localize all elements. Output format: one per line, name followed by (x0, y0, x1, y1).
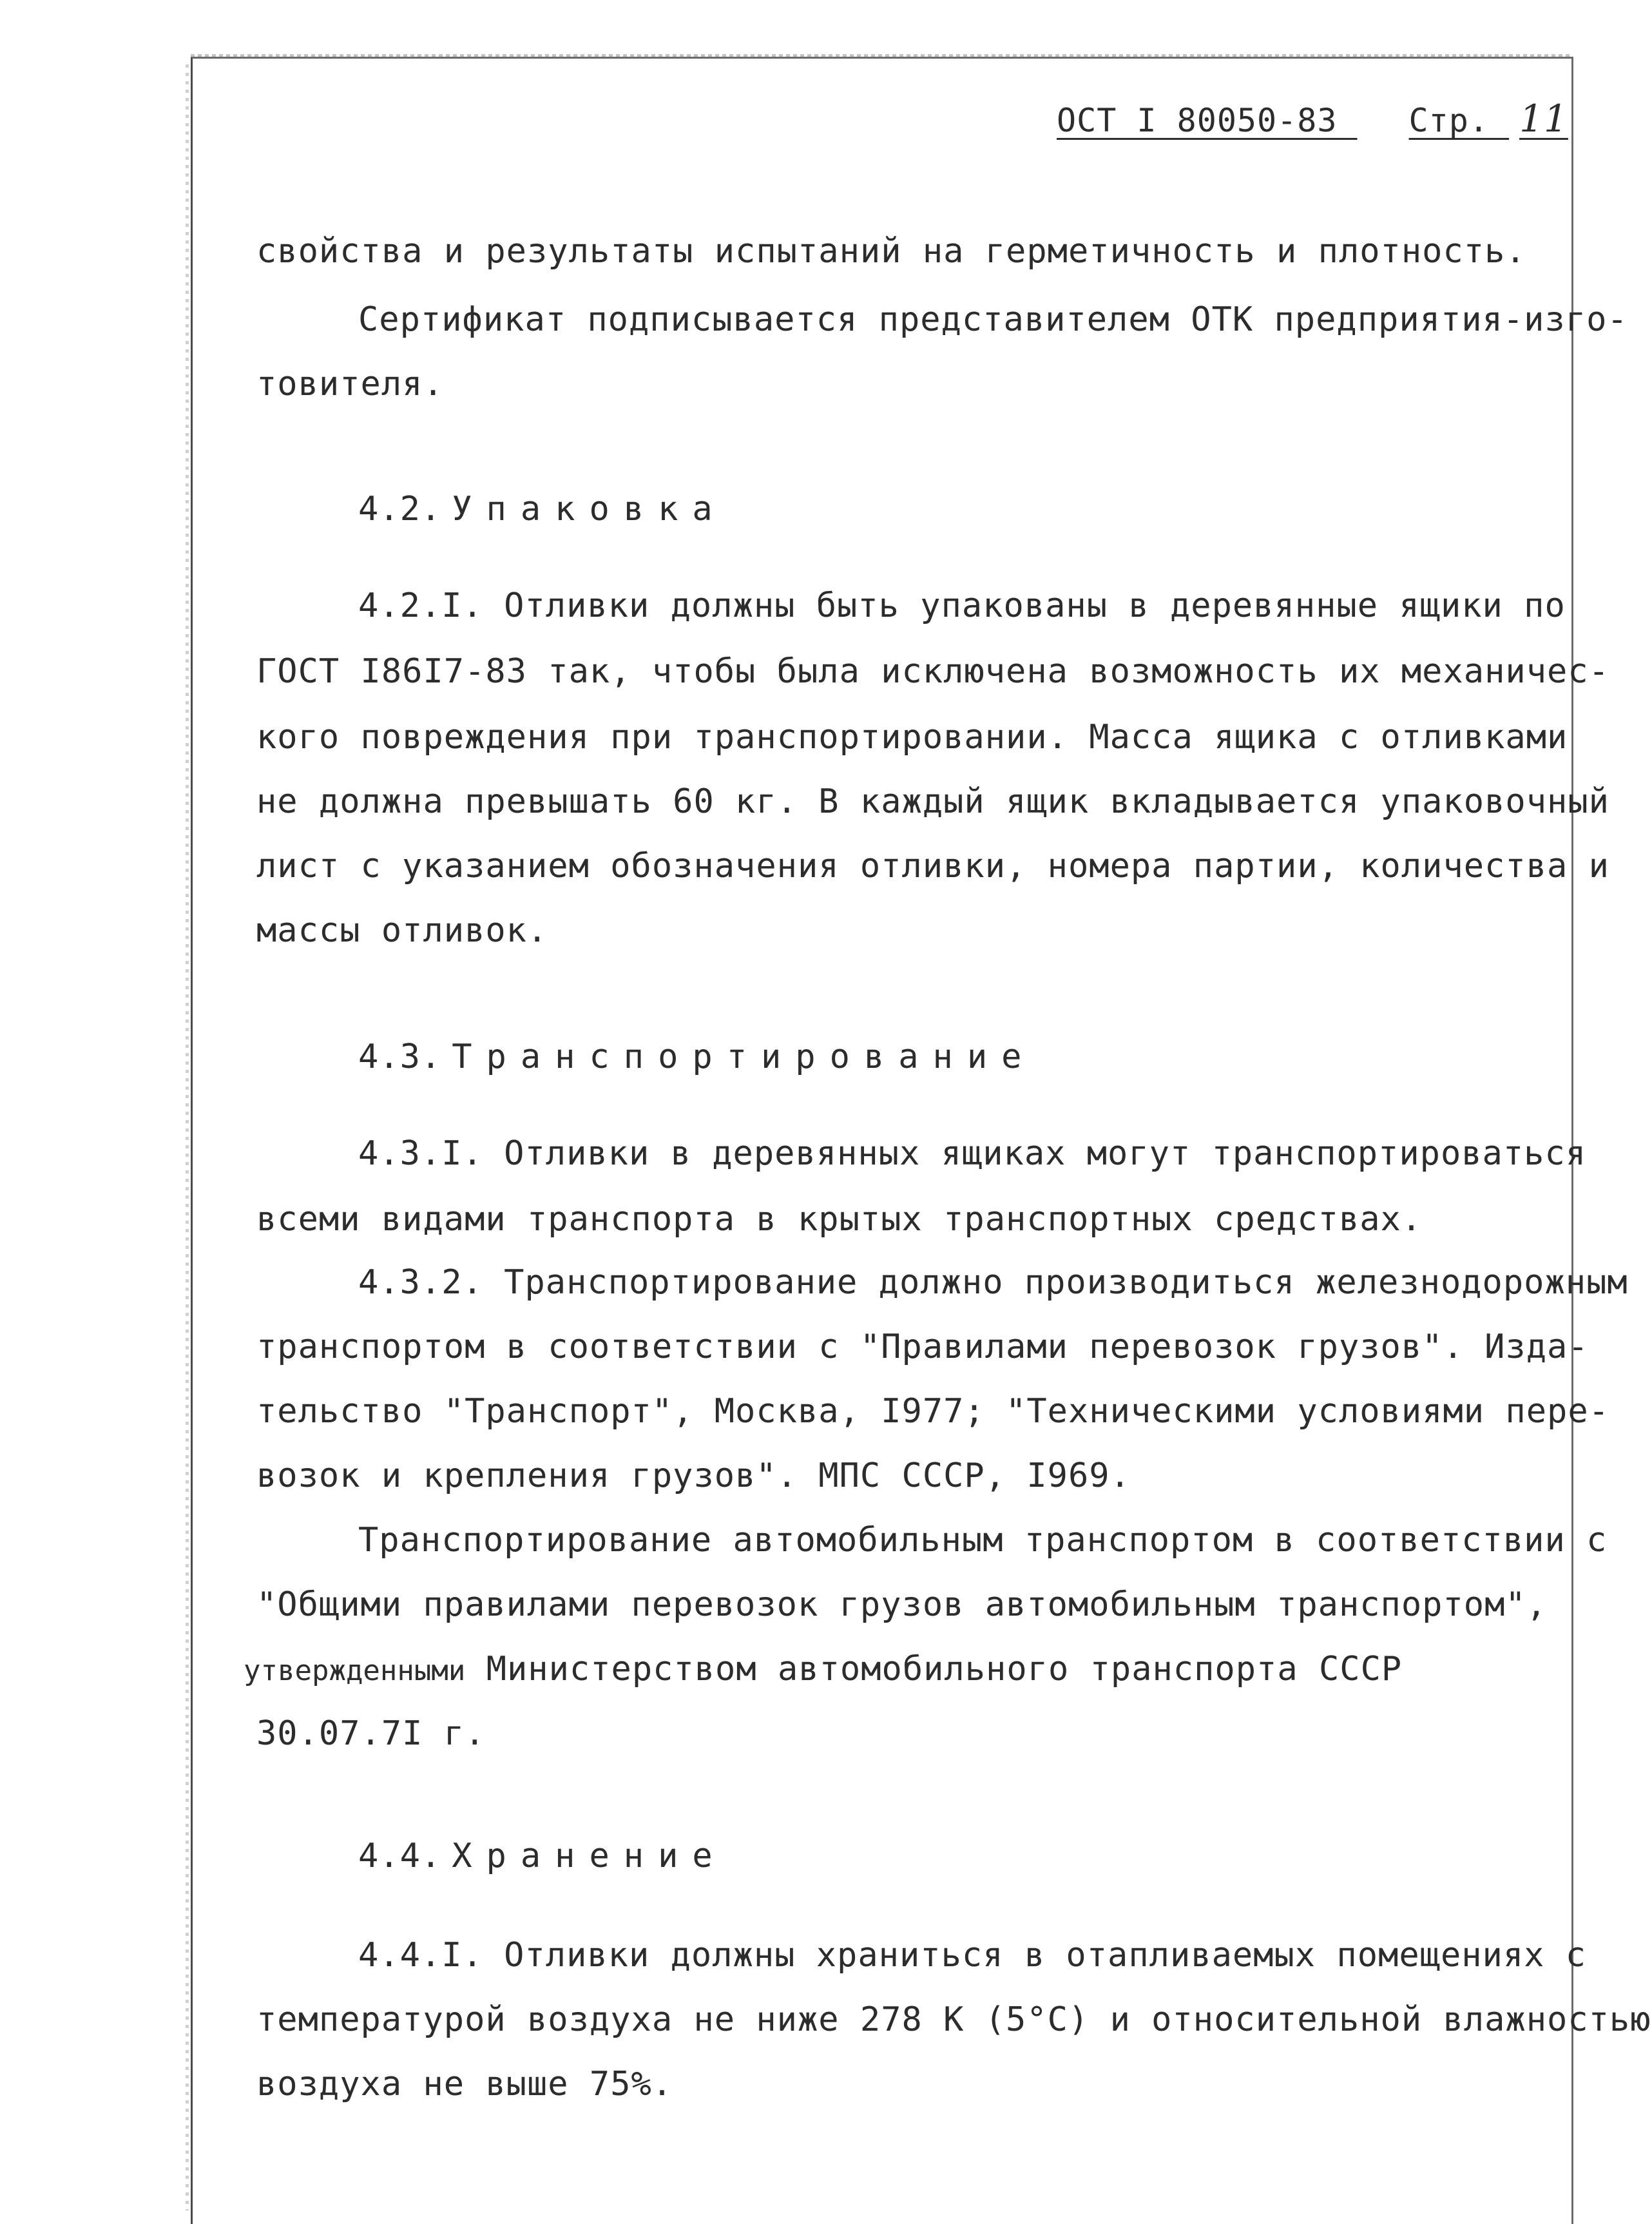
text-line: лист с указанием обозначения отливки, номера партии, количества и (256, 847, 1609, 885)
text-line: транспортом в соответствии с "Правилами перевозок грузов". Изда- (256, 1328, 1589, 1366)
section-number: 4.2. (358, 490, 442, 528)
text-line: кого повреждения при транспортировании. Масса ящика с отливками (256, 718, 1568, 757)
text-line: "Общими правилами перевозок грузов автомобильным транспортом", (256, 1585, 1548, 1624)
text-line: Сертификат подписывается представителем ОТК предприятия-изго- (358, 300, 1628, 339)
text-line: не должна превышать 60 кг. В каждый ящик вкладывается упаковочный (256, 782, 1609, 821)
text-line (244, 1650, 1402, 1688)
section-title: Транспортирование (452, 1038, 1036, 1076)
text-line: 4.3.I. Отливки в деревянных ящиках могут транспортироваться (358, 1134, 1587, 1173)
text-line: 4.2.I. Отливки должны быть упакованы в деревянные ящики по (358, 586, 1566, 625)
text-line: свойства и результаты испытаний на герметичность и плотность. (256, 232, 1526, 271)
text-line: Транспортирование автомобильным транспортом в соответствии с (358, 1521, 1608, 1560)
section-heading-4-3 (358, 1038, 1035, 1076)
text-line: ГОСТ I86I7-83 так, чтобы была исключена возможность их механичес- (256, 652, 1609, 691)
text-line: 4.3.2. Транспортирование должно производиться железнодорожным (358, 1263, 1628, 1302)
section-title: Хранение (452, 1837, 727, 1875)
page-number: 11 (1519, 97, 1568, 140)
text-line: массы отливок. (256, 911, 548, 950)
section-heading-4-4 (358, 1837, 727, 1875)
section-number: 4.4. (358, 1837, 442, 1875)
text-line: товителя. (256, 365, 444, 403)
section-title: Упаковка (452, 490, 727, 528)
text-line: температурой воздуха не ниже 278 К (5°С) и относительной влажностью (256, 2000, 1651, 2039)
text-line: 30.07.7I г. (256, 1714, 486, 1753)
inserted-word: утвержденными (244, 1654, 466, 1687)
text-line: воздуха не выше 75%. (256, 2065, 673, 2103)
page-header (1057, 97, 1568, 140)
document-code: ОСТ I 80050-83 (1057, 102, 1338, 139)
section-number: 4.3. (358, 1038, 442, 1076)
text-line: 4.4.I. Отливки должны храниться в отапливаемых помещениях с (358, 1936, 1587, 1975)
text-fragment: Министерством автомобильного транспорта СССР (486, 1650, 1403, 1688)
text-line: возок и крепления грузов". МПС СССР, I969. (256, 1456, 1131, 1495)
text-line: всеми видами транспорта в крытых транспортных средствах. (256, 1200, 1423, 1239)
page-label: Стр. (1408, 102, 1489, 139)
section-heading-4-2 (358, 490, 727, 528)
text-line: тельство "Транспорт", Москва, I977; "Техническими условиями пере- (256, 1392, 1609, 1431)
